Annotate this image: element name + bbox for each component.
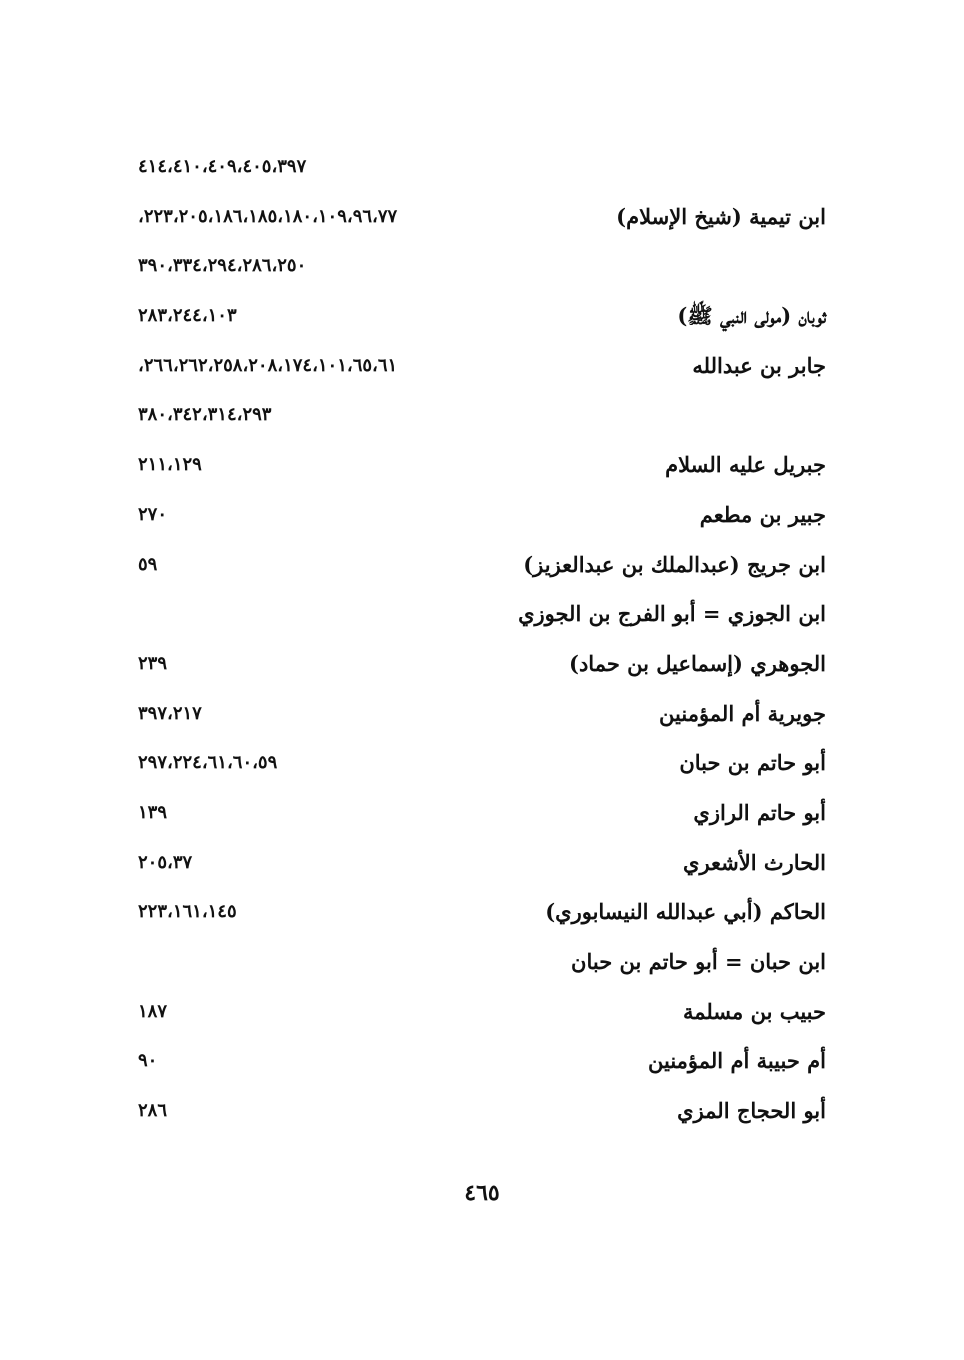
entry-pages: ٢٢٣،١٦١،١٤٥ bbox=[138, 901, 237, 923]
index-entry bbox=[138, 794, 826, 844]
entry-name: ابن تيمية (شيخ الإسلام) bbox=[616, 203, 826, 229]
name-index-list bbox=[138, 148, 826, 1142]
entry-name: الجوهري (إسماعيل بن حماد) bbox=[569, 650, 826, 676]
index-entry bbox=[138, 1092, 826, 1142]
index-entry bbox=[138, 993, 826, 1043]
index-entry bbox=[138, 844, 826, 894]
entry-pages: ٢١١،١٢٩ bbox=[138, 454, 202, 476]
index-entry bbox=[138, 347, 826, 397]
page-number: ٤٦٥ bbox=[464, 1180, 500, 1206]
entry-pages: ٢٩٧،٢٢٤،٦١،٦٠،٥٩ bbox=[138, 752, 278, 774]
entry-name: جبير بن مطعم bbox=[699, 501, 826, 527]
entry-name: أبو حاتم الرازي bbox=[693, 799, 826, 825]
entry-name: جويرية أم المؤمنين bbox=[659, 700, 826, 726]
entry-name: ابن حبان = أبو حاتم بن حبان bbox=[571, 949, 826, 974]
entry-pages: ٢٧٠ bbox=[138, 503, 168, 525]
index-entry bbox=[138, 595, 826, 645]
entry-pages: ١٨٧ bbox=[138, 1000, 168, 1022]
entry-pages: ٢٠٥،٣٧ bbox=[138, 851, 193, 873]
entry-name: الحارث الأشعري bbox=[683, 849, 826, 875]
index-entry bbox=[138, 744, 826, 794]
index-entry bbox=[138, 446, 826, 496]
entry-name: ابن الجوزي = أبو الفرج بن الجوزي bbox=[518, 601, 826, 627]
index-entry bbox=[138, 893, 826, 943]
index-entry bbox=[138, 546, 826, 596]
entry-pages: ٢٦٦،٢٦٢،٢٥٨،٢٠٨،١٧٤،١٠١،٦٥،٦١، bbox=[138, 354, 398, 376]
index-entry bbox=[138, 297, 826, 347]
index-entry bbox=[138, 645, 826, 695]
index-entry bbox=[138, 247, 826, 297]
entry-name: جبريل عليه السلام bbox=[665, 452, 826, 478]
entry-name: جابر بن عبدالله bbox=[692, 352, 826, 378]
entry-pages: ١٣٩ bbox=[138, 801, 168, 823]
entry-pages: ٩٠ bbox=[138, 1050, 158, 1072]
entry-name: أم حبيبة أم المؤمنين bbox=[648, 1048, 826, 1074]
entry-pages: ٣٨٠،٣٤٢،٣١٤،٢٩٣ bbox=[138, 404, 272, 426]
entry-pages: ٤١٤،٤١٠،٤٠٩،٤٠٥،٣٩٧ bbox=[138, 156, 307, 177]
index-entry bbox=[138, 198, 826, 248]
entry-pages: ٣٩٠،٣٣٤،٢٩٤،٢٨٦،٢٥٠ bbox=[138, 255, 307, 277]
index-entry bbox=[138, 695, 826, 745]
entry-name: أبو الحجاج المزي bbox=[677, 1098, 826, 1124]
entry-pages: ٢٣٩ bbox=[138, 652, 168, 674]
index-entry bbox=[138, 943, 826, 993]
index-entry bbox=[138, 396, 826, 446]
index-entry bbox=[138, 148, 826, 198]
entry-pages: ٥٩ bbox=[138, 553, 158, 575]
entry-pages: ٢٢٣،٢٠٥،١٨٦،١٨٥،١٨٠،١٠٩،٩٦،٧٧، bbox=[138, 205, 398, 227]
entry-name: ابن جريج (عبدالملك بن عبدالعزيز) bbox=[523, 551, 826, 577]
entry-name: ثوبان (مولى النبي ﷺ) bbox=[677, 303, 826, 329]
index-entry bbox=[138, 1042, 826, 1092]
entry-pages: ٢٨٣،٢٤٤،١٠٣ bbox=[138, 305, 237, 327]
entry-name: حبيب بن مسلمة bbox=[682, 998, 826, 1024]
entry-pages: ٣٩٧،٢١٧ bbox=[138, 702, 202, 724]
entry-name: أبو حاتم بن حبان bbox=[679, 750, 826, 776]
entry-name: الحاكم (أبي عبدالله النيسابوري) bbox=[545, 899, 826, 925]
entry-pages: ٢٨٦ bbox=[138, 1100, 168, 1122]
index-entry bbox=[138, 496, 826, 546]
